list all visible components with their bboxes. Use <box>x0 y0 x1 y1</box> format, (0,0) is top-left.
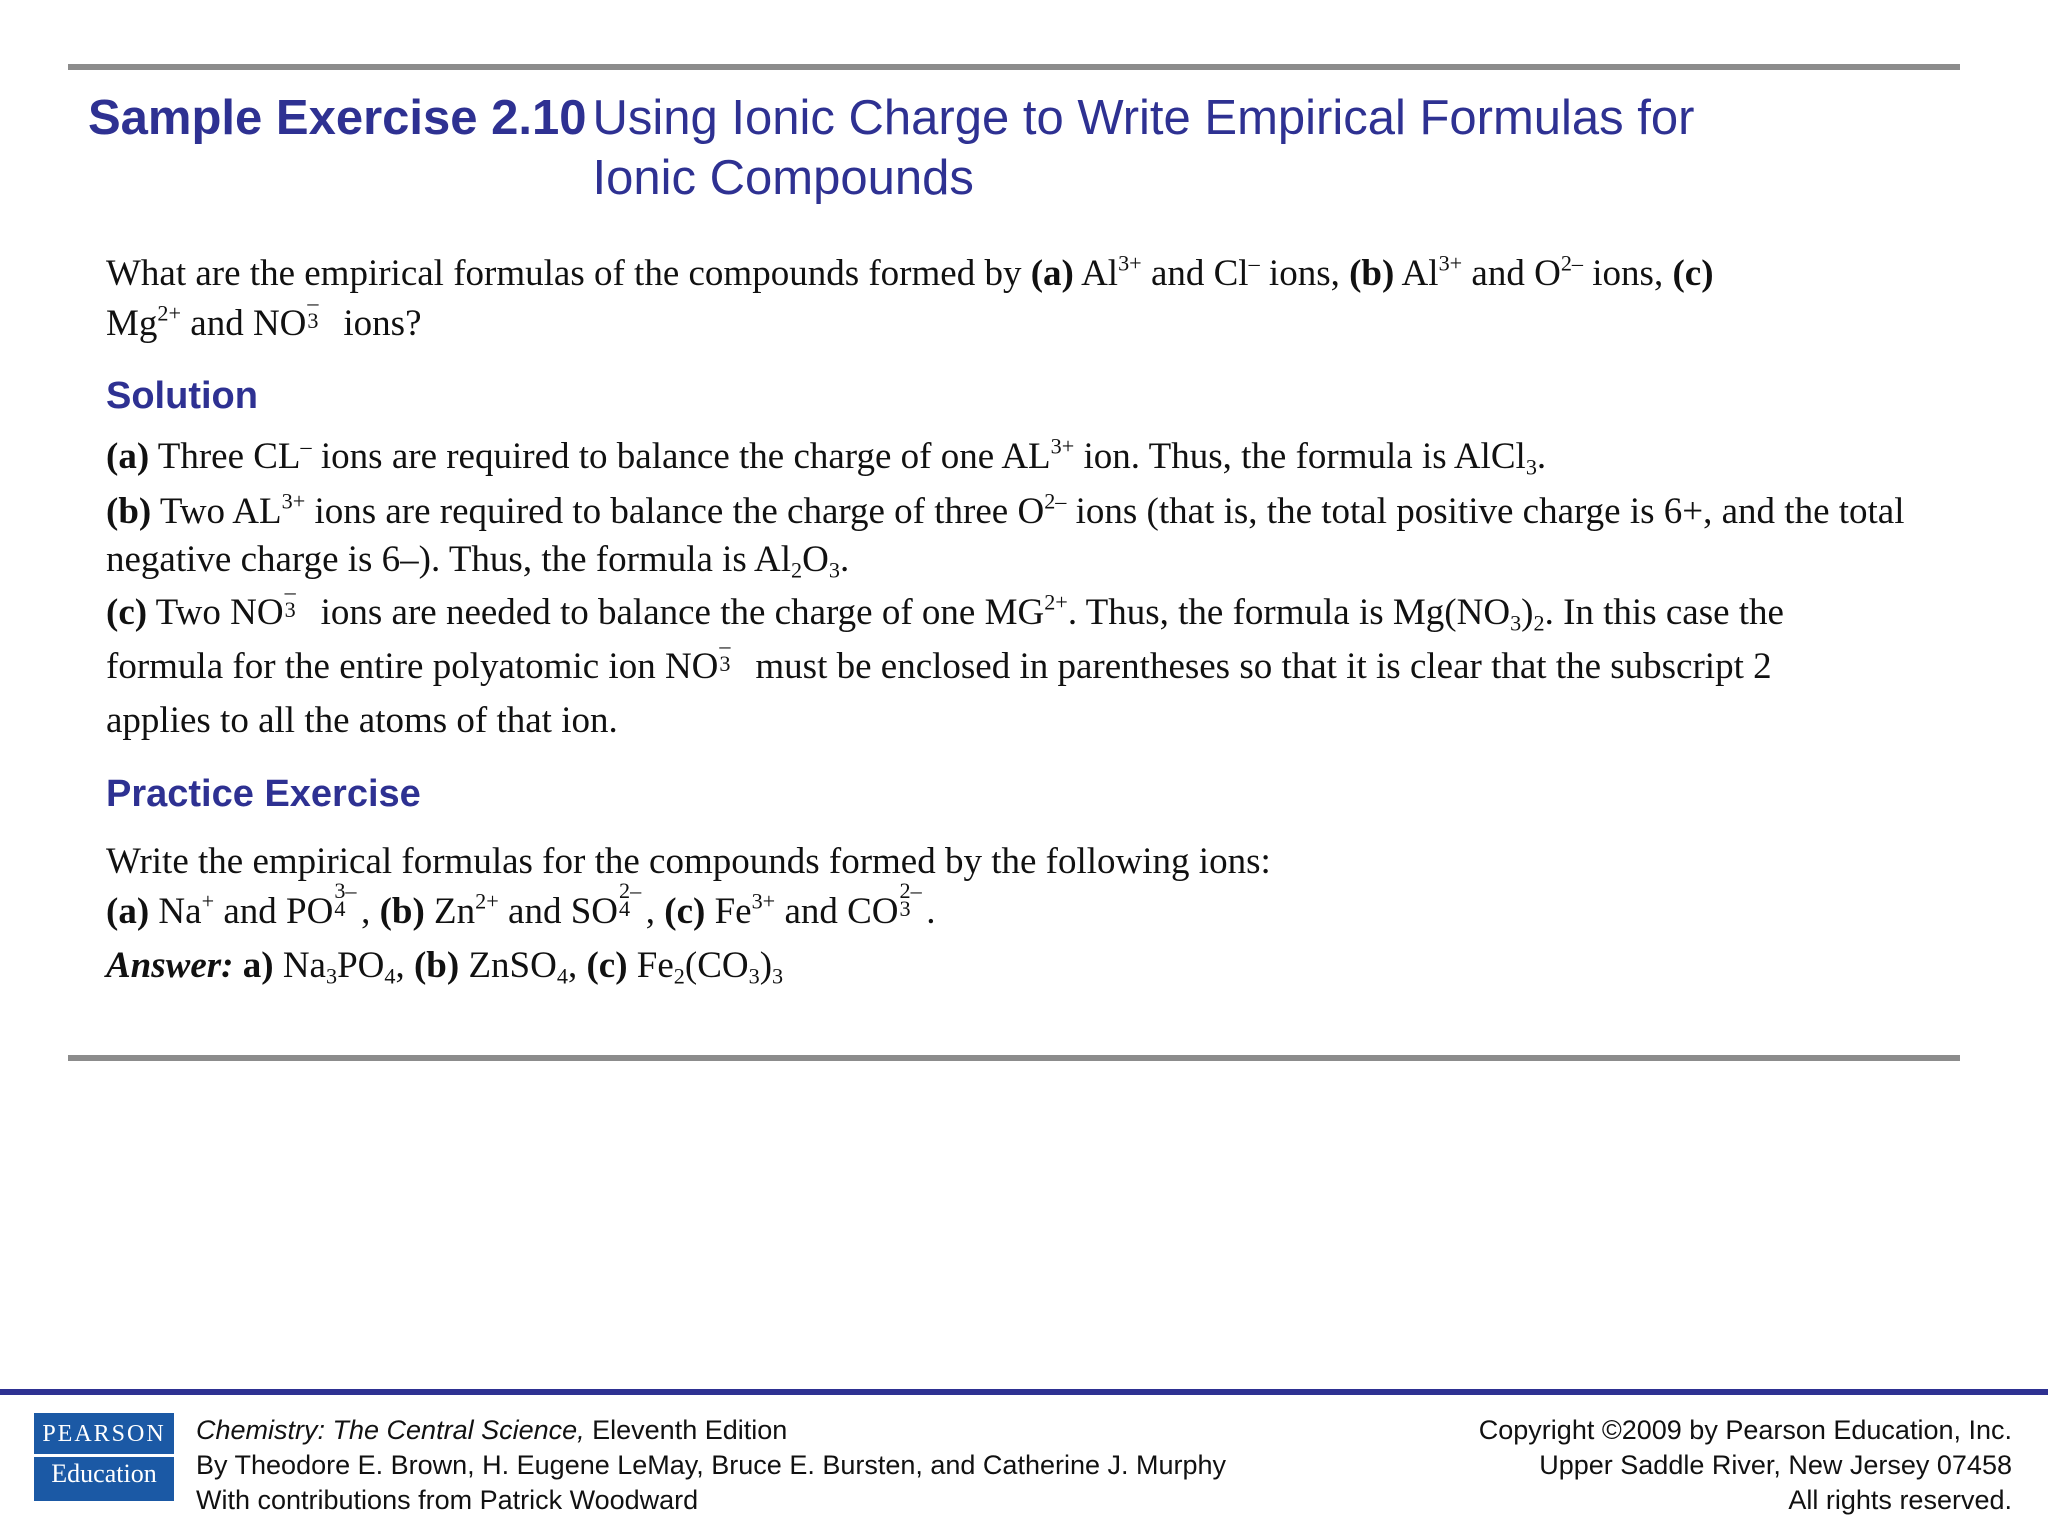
footer-rights: All rights reserved. <box>1788 1485 2012 1515</box>
top-divider <box>68 64 1960 70</box>
footer-book-title: Chemistry: The Central Science, <box>196 1415 585 1445</box>
practice-answer: Answer: a) $Na_3PO_4$, (b) ZnSO$_4$, (c) $Fe_2(CO_3)_3$ <box>106 945 784 989</box>
slide-title <box>88 88 1968 208</box>
footer-edition: Eleventh Edition <box>584 1415 788 1445</box>
question-text: What are the empirical formulas of the compounds formed by (a) $Al^{3+}$ and Cl– ions, (b) $Al^{3+}$ and $O^{2-}$ ions, (c) $Mg^{2+}$ and NO – 3 ions? <box>106 250 1714 344</box>
pearson-education-logo <box>34 1413 174 1501</box>
logo-separator <box>34 1454 174 1457</box>
footer-copyright <box>1479 1413 2012 1518</box>
footer-authors: By Theodore E. Brown, H. Eugene LeMay, Bruce E. Bursten, and Catherine J. Murphy <box>196 1450 1227 1480</box>
footer-bar <box>0 1389 2048 1395</box>
footer-address: Upper Saddle River, New Jersey 07458 <box>1539 1450 2012 1480</box>
logo-top-text: PEARSON <box>42 1421 166 1447</box>
solution-part-c: (c) Two NO – 3 ions are needed to balance the charge of one $MG^{2+}$. Thus, the formula is $Mg(NO_3)_2$. In this case the formula for the entire polyatomic ion NO – 3 must be enclosed in parentheses so that it is clear that the subscript 2 applies to all the atoms of that ion. <box>106 578 1784 741</box>
title-text: Using Ionic Charge to Write Empirical Formulas for Ionic Compounds <box>592 91 1695 205</box>
footer-copyright-line: Copyright ©2009 by Pearson Education, Inc. <box>1478 1415 2012 1445</box>
logo-bottom-text: Education <box>51 1459 157 1488</box>
bottom-divider <box>68 1055 1960 1061</box>
title-exercise-number: Sample Exercise 2.10 <box>88 91 587 145</box>
solution-part-b: (b) Two $AL^{3+}$ ions are required to balance the charge of three $O^{2-}$ ions (that is, the total positive charge is 6+, and the total negative charge is 6–). Thus, the formula is $Al_2O_3$. <box>106 488 1905 583</box>
practice-heading: Practice Exercise <box>106 773 421 815</box>
solution-part-a: (a) Three CL– ions are required to balance the charge of one $AL^{3+}$ ion. Thus, the formula is AlCl$_3$. <box>106 433 1547 480</box>
slide-content <box>106 250 1906 990</box>
footer-book-line <box>196 1413 1226 1448</box>
footer-contributions: With contributions from Patrick Woodward <box>196 1485 699 1515</box>
practice-intro: Write the empirical formulas for the compounds formed by the following ions: <box>106 841 1271 882</box>
solution-heading: Solution <box>106 375 258 417</box>
footer-citation <box>196 1413 1226 1518</box>
practice-ions: (a) Na+ and PO 3– 4 , (b) $Zn^{2+}$ and SO 2– 4 , (c) $Fe^{3+}$ and CO 2– 3 . <box>106 877 936 932</box>
